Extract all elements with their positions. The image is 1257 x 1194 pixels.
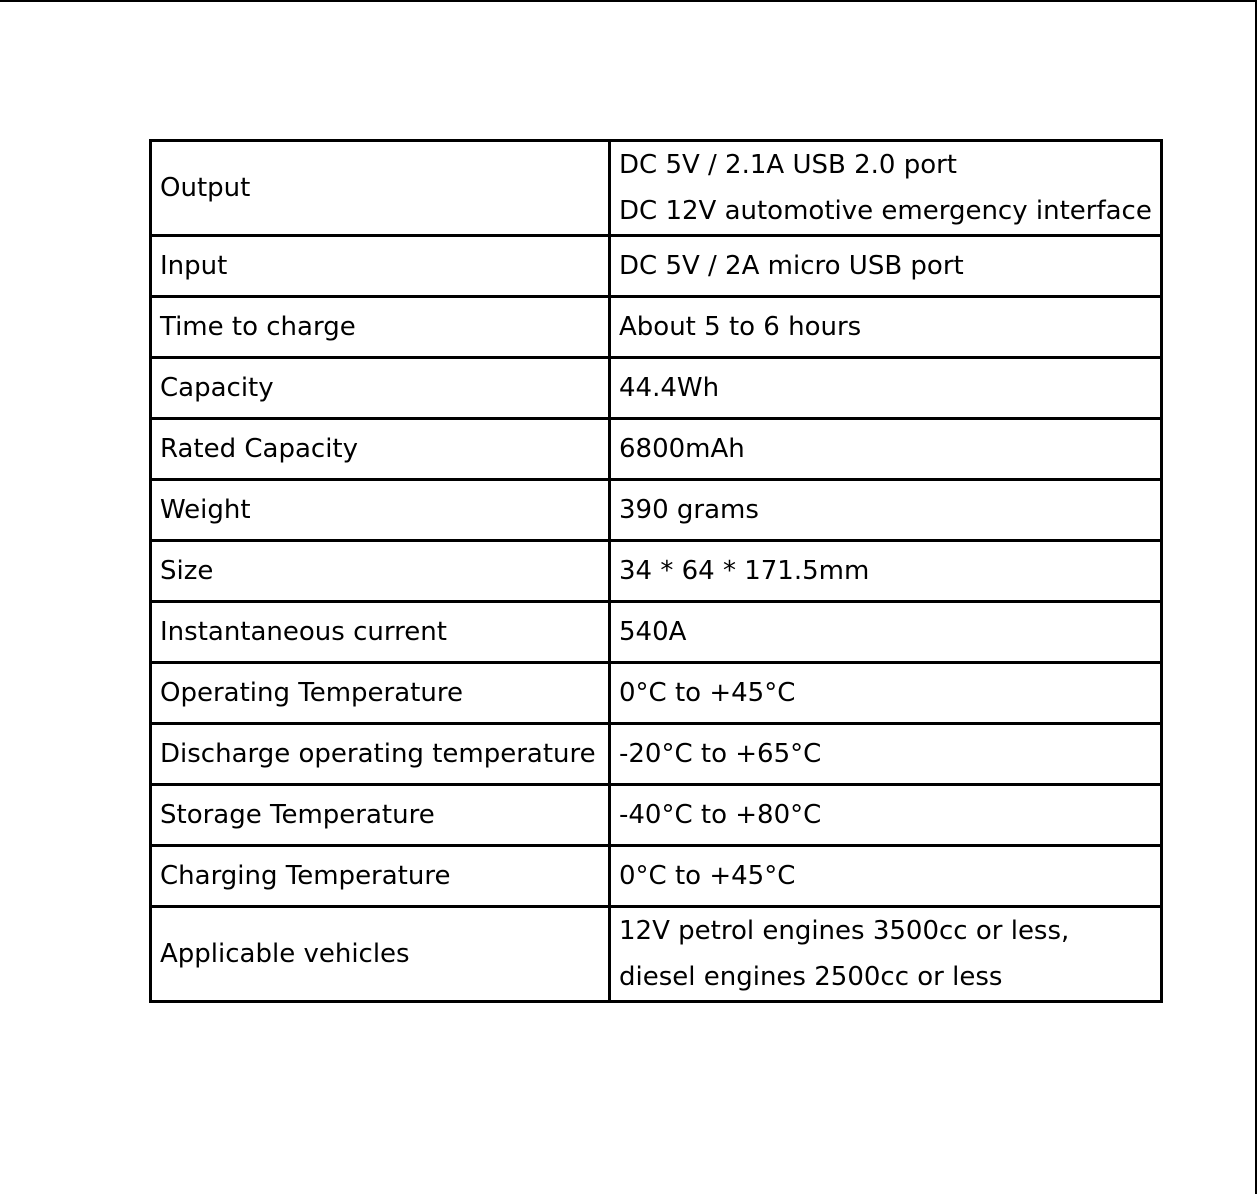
spec-row-storage-temperature (151, 785, 1162, 846)
spec-label: Instantaneous current (151, 602, 610, 663)
page-frame-top (0, 0, 1257, 2)
spec-value: -40°C to +80°C (610, 785, 1162, 846)
spec-value: About 5 to 6 hours (610, 297, 1162, 358)
spec-row-input (151, 236, 1162, 297)
spec-row-instantaneous-current (151, 602, 1162, 663)
spec-label: Discharge operating temperature (151, 724, 610, 785)
spec-label: Charging Temperature (151, 846, 610, 907)
spec-row-capacity (151, 358, 1162, 419)
spec-value-line: 12V petrol engines 3500cc or less, (619, 916, 1070, 946)
spec-label: Operating Temperature (151, 663, 610, 724)
spec-value-line: diesel engines 2500cc or less (619, 962, 1003, 992)
spec-value-line: DC 5V / 2.1A USB 2.0 port (619, 150, 957, 180)
spec-row-charging-temperature (151, 846, 1162, 907)
spec-value (610, 141, 1162, 236)
spec-label: Size (151, 541, 610, 602)
spec-value: 390 grams (610, 480, 1162, 541)
spec-table (149, 139, 1163, 1003)
spec-value: 0°C to +45°C (610, 663, 1162, 724)
spec-row-discharge-operating-temperature (151, 724, 1162, 785)
spec-label: Input (151, 236, 610, 297)
spec-value (610, 907, 1162, 1002)
spec-label: Applicable vehicles (151, 907, 610, 1002)
spec-value: 6800mAh (610, 419, 1162, 480)
spec-label: Rated Capacity (151, 419, 610, 480)
spec-row-weight (151, 480, 1162, 541)
spec-label: Output (151, 141, 610, 236)
spec-label: Storage Temperature (151, 785, 610, 846)
spec-row-size (151, 541, 1162, 602)
spec-value: DC 5V / 2A micro USB port (610, 236, 1162, 297)
spec-row-time-to-charge (151, 297, 1162, 358)
spec-row-rated-capacity (151, 419, 1162, 480)
spec-row-applicable-vehicles (151, 907, 1162, 1002)
spec-label: Weight (151, 480, 610, 541)
spec-value-line: DC 12V automotive emergency interface (619, 196, 1152, 226)
spec-value: 0°C to +45°C (610, 846, 1162, 907)
spec-value: 540A (610, 602, 1162, 663)
spec-value: 34 * 64 * 171.5mm (610, 541, 1162, 602)
spec-label: Capacity (151, 358, 610, 419)
spec-value: 44.4Wh (610, 358, 1162, 419)
spec-label: Time to charge (151, 297, 610, 358)
spec-row-operating-temperature (151, 663, 1162, 724)
spec-value: -20°C to +65°C (610, 724, 1162, 785)
spec-row-output (151, 141, 1162, 236)
